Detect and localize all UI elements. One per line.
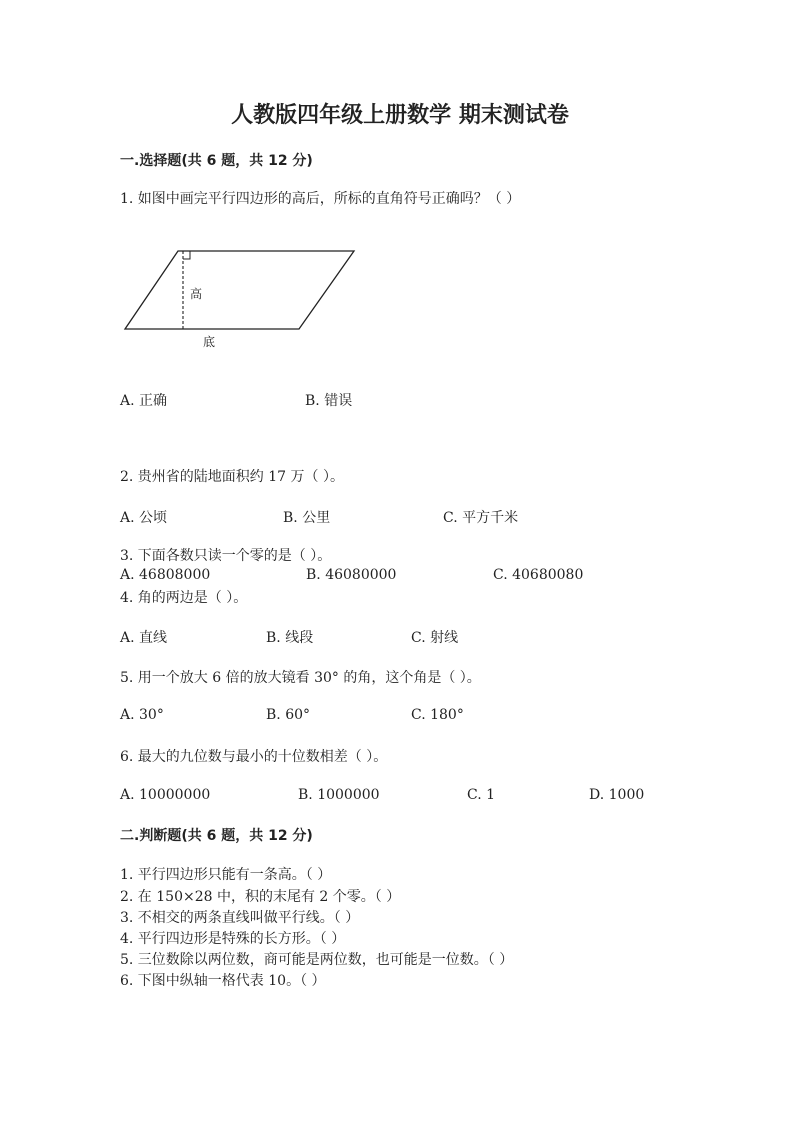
q3-option-a: A. 46808000 — [120, 567, 211, 583]
q6-option-d: D. 1000 — [589, 787, 645, 803]
q4-option-c: C. 射线 — [411, 630, 459, 646]
judgement-item-6: 6. 下图中纵轴一格代表 10。（ ） — [120, 973, 326, 989]
question-4: 4. 角的两边是（ ）。 — [120, 590, 248, 606]
section-heading-judgement: 二.判断题(共 6 题，共 12 分) — [120, 828, 313, 844]
section-heading-choice: 一.选择题(共 6 题，共 12 分) — [120, 153, 313, 169]
question-5: 5. 用一个放大 6 倍的放大镜看 30° 的角，这个角是（ ）。 — [120, 670, 481, 686]
q4-option-b: B. 线段 — [266, 630, 314, 646]
question-3: 3. 下面各数只读一个零的是（ ）。 — [120, 548, 332, 564]
q3-option-b: B. 46080000 — [306, 567, 397, 583]
judgement-item-3: 3. 不相交的两条直线叫做平行线。（ ） — [120, 910, 360, 926]
q1-option-b: B. 错误 — [305, 393, 353, 409]
q5-option-c: C. 180° — [411, 707, 464, 723]
q6-option-c: C. 1 — [467, 787, 496, 803]
q3-option-c: C. 40680080 — [493, 567, 584, 583]
q5-option-a: A. 30° — [120, 707, 164, 723]
q2-option-c: C. 平方千米 — [443, 510, 519, 526]
question-1: 1. 如图中画完平行四边形的高后，所标的直角符号正确吗？（ ） — [120, 191, 521, 207]
page-title: 人教版四年级上册数学 期末测试卷 — [231, 103, 569, 128]
height-label: 高 — [190, 287, 203, 301]
judgement-item-4: 4. 平行四边形是特殊的长方形。（ ） — [120, 931, 346, 947]
q2-option-a: A. 公顷 — [120, 510, 168, 526]
question-2: 2. 贵州省的陆地面积约 17 万（ ）。 — [120, 469, 344, 485]
q6-option-a: A. 10000000 — [120, 787, 211, 803]
q2-option-b: B. 公里 — [283, 510, 331, 526]
judgement-item-5: 5. 三位数除以两位数，商可能是两位数，也可能是一位数。（ ） — [120, 952, 514, 968]
question-6: 6. 最大的九位数与最小的十位数相差（ ）。 — [120, 749, 388, 765]
judgement-item-2: 2. 在 150×28 中，积的末尾有 2 个零。（ ） — [120, 889, 401, 905]
parallelogram-shape — [125, 251, 354, 329]
q4-option-a: A. 直线 — [120, 630, 168, 646]
base-label: 底 — [203, 335, 216, 349]
q5-option-b: B. 60° — [266, 707, 311, 723]
parallelogram-figure — [115, 240, 365, 355]
q1-option-a: A. 正确 — [120, 393, 168, 409]
judgement-item-1: 1. 平行四边形只能有一条高。（ ） — [120, 867, 332, 883]
q6-option-b: B. 1000000 — [298, 787, 380, 803]
right-angle-mark — [183, 251, 190, 259]
